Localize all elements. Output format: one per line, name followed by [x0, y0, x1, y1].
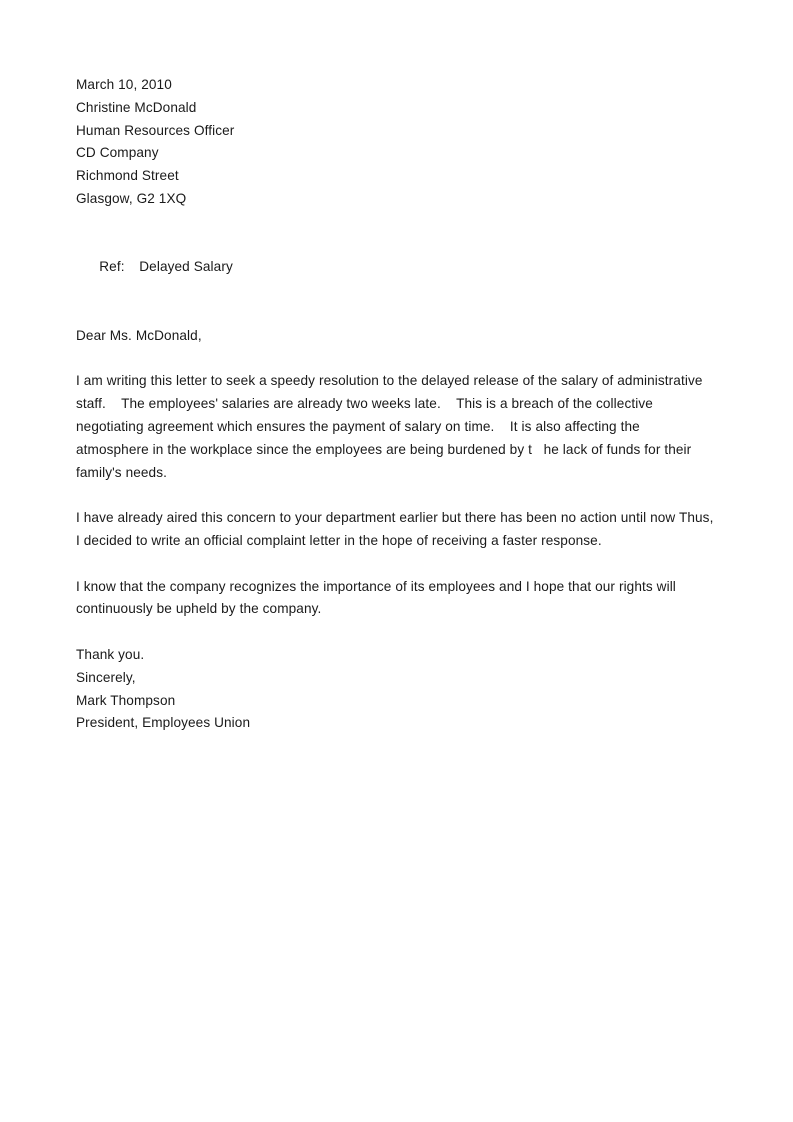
recipient-name: Christine McDonald [76, 99, 197, 115]
salutation: Dear Ms. McDonald, [76, 327, 202, 343]
recipient-address-block [76, 74, 716, 211]
recipient-title: Human Resources Officer [76, 122, 235, 138]
spacer [76, 621, 716, 644]
paragraph-line: I am writing this letter to seek a speedy resolution to the delayed release of the salary of administrative [76, 373, 703, 389]
paragraph-line: staff. The employees' salaries are already two weeks late. This is a breach of the collective [76, 396, 653, 412]
spacer [76, 484, 716, 507]
letter-body [76, 74, 716, 735]
letter-date: March 10, 2010 [76, 77, 172, 92]
reference-subject: Delayed Salary [139, 259, 233, 275]
paragraph-line: atmosphere in the workplace since the employees are being burdened by t he lack of funds for their [76, 441, 692, 457]
closing-thanks: Thank you. [76, 646, 145, 662]
paragraph-3 [76, 576, 716, 622]
recipient-street: Richmond Street [76, 168, 179, 184]
paragraph-line: I know that the company recognizes the importance of its employees and I hope that our rights will [76, 578, 676, 594]
closing-block [76, 644, 716, 735]
closing-signoff: Sincerely, [76, 669, 136, 685]
sender-name: Mark Thompson [76, 692, 176, 708]
paragraph-1 [76, 370, 716, 484]
paragraph-line: negotiating agreement which ensures the payment of salary on time. It is also affecting the [76, 418, 640, 434]
reference-line [76, 234, 716, 302]
paragraph-line: I have already aired this concern to your department earlier but there has been no action until now Thus, [76, 510, 714, 526]
spacer [76, 211, 716, 234]
spacer [76, 348, 716, 371]
paragraph-2 [76, 507, 716, 553]
paragraph-line: I decided to write an official complaint letter in the hope of receiving a faster response. [76, 532, 602, 548]
recipient-city: Glasgow, G2 1XQ [76, 190, 187, 206]
reference-label: Ref: [99, 259, 125, 275]
paragraph-line: family's needs. [76, 464, 167, 480]
spacer [76, 553, 716, 576]
recipient-company: CD Company [76, 145, 159, 161]
paragraph-line: continuously be upheld by the company. [76, 601, 322, 617]
sender-title: President, Employees Union [76, 715, 251, 731]
spacer [76, 302, 716, 325]
